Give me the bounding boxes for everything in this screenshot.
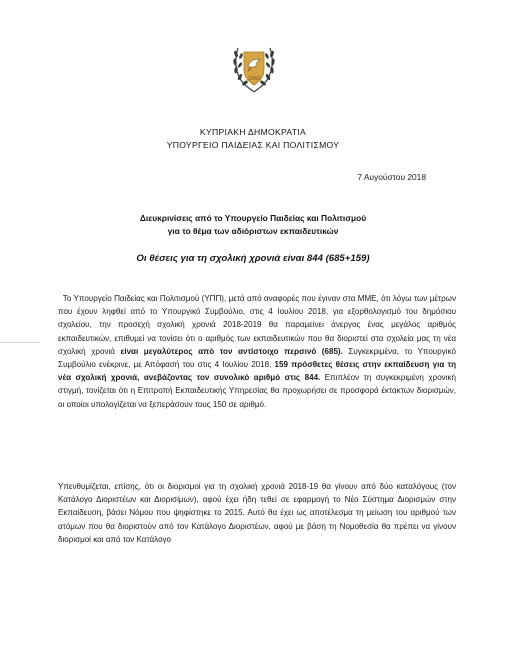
ministry-name: ΥΠΟΥΡΓΕΙΟ ΠΑΙΔΕΙΑΣ ΚΑΙ ΠΟΛΙΤΙΣΜΟΥ xyxy=(166,140,340,150)
svg-text:1960: 1960 xyxy=(247,76,261,82)
paragraph-1-bold-a: είναι μεγαλύτερος από τον αντίστοιχο περσινό (685). xyxy=(120,346,343,356)
headline: Οι θέσεις για τη σχολική χρονιά είναι 844 (685+159) xyxy=(136,253,370,264)
subject-line-2: για το θέμα των αδιόριστων εκπαιδευτικών xyxy=(167,226,339,236)
scan-artifact xyxy=(0,342,40,343)
republic-name: ΚΥΠΡΙΑΚΗ ΔΗΜΟΚΡΑΤΙΑ xyxy=(199,127,307,137)
paragraph-1-bold-b: 159 πρόσθετες θέσεις στην εκπαίδευση για τη νέα σχολική χρονιά, ανεβάζοντας τον συνολικό αριθμό στις 844. xyxy=(58,360,456,383)
paragraph-1-text-a: Το Υπουργείο Παιδείας και Πολιτισμού (ΥΠΠ), μετά από αναφορές που έγιναν στα ΜΜΕ, ότι λόγω των μέτρων που έχουν ληφθεί από το Υπουργικό Συμβούλιο, στις 4 Ιουλίου 2018, για εξορθολογισμό του δημόσιου σχολείου, την προσεχή σχολική χρονιά 2018-2019 θα παραμείνει άνεργος ένας μεγάλος αριθμός εκπαιδευτικών, επιθυμεί να τονίσει ότι ο αριθμός των εκπαιδευτικών που θα διοριστεί στα σχολεία μας τη νέα σχολική χρονιά xyxy=(58,294,456,356)
paragraph-1 xyxy=(58,292,456,411)
subject-line-1: Διευκρινίσεις από το Υπουργείο Παιδείας και Πολιτισμού xyxy=(139,213,367,223)
paragraph-1-text-c: Επιπλέον τη συγκεκριμένη χρονική στιγμή, τονίζεται ότι η Επιτροπή Εκπαιδευτικής Υπηρεσίας θα προχωρήσει σε προσφορά έκτακτων διορισμών, οι οποίοι υπολογίζεται να ξεπεράσουν τους 150 σε αριθμό. xyxy=(58,373,456,409)
document-date: 7 Αυγούστου 2018 xyxy=(357,172,426,182)
paragraph-2: Υπενθυμίζεται, επίσης, ότι οι διορισμοί για τη σχολική χρονιά 2018-19 θα γίνουν από δύο καταλόγους (τον Κατάλογο Διοριστέων και Διορισίμων), αφού έχει ήδη τεθεί σε εφαρμογή το Νέο Σύστημα Διορισμών στην Εκπαίδευση, βάσει Νόμου που ψηφίστηκε το 2015. Αυτό θα έχει ως αποτέλεσμα τη μείωση του αριθμού των ατόμων που θα διοριστούν από τον Κατάλογο Διοριστέων, αφού με βάση τη Νομοθεσία θα πρέπει να γίνουν διορισμοί και από τον Κατάλογο xyxy=(58,482,456,544)
cyprus-coat-of-arms-icon xyxy=(226,40,282,98)
paragraph-1-text-b: Συγκεκριμένα, το Υπουργικό Συμβούλιο ενέκρινε, με Απόφασή του στις 4 Ιουλίου 2018, xyxy=(58,346,456,370)
